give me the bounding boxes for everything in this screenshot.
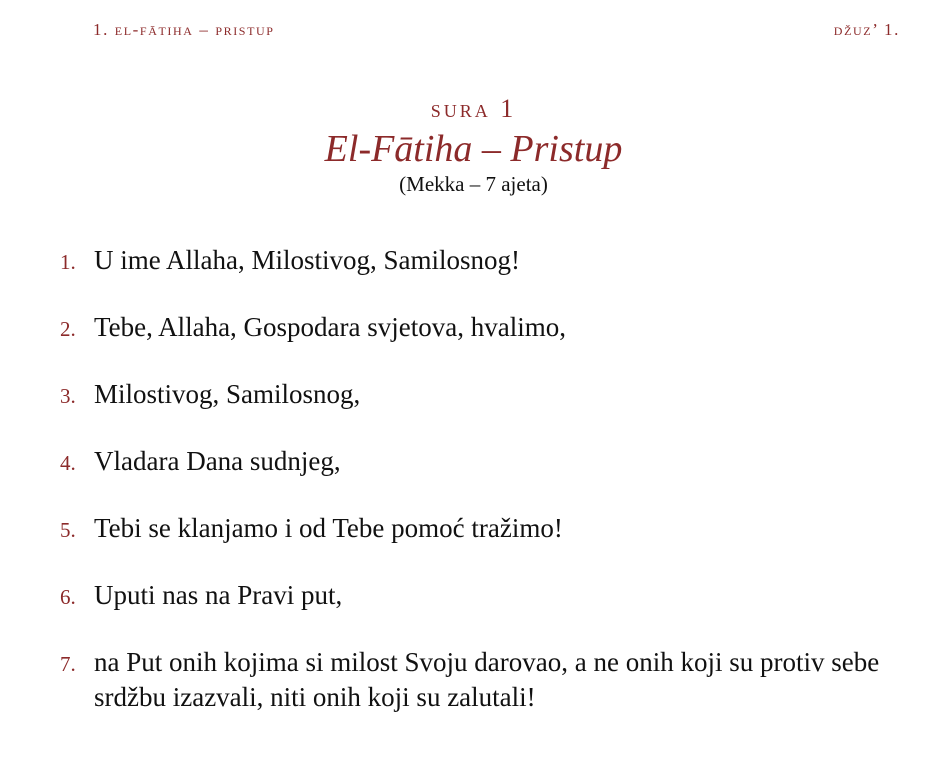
sura-heading: [0, 93, 947, 197]
ayah-5: [60, 511, 905, 546]
ayah-text: Tebe, Allaha, Gospodara svjetova, hvalimo,: [94, 312, 566, 342]
running-head-left: 1. el-fātiha – pristup: [93, 20, 275, 39]
ayah-number: 1.: [60, 250, 76, 274]
ayah-number: 3.: [60, 384, 76, 408]
sura-number: sura 1: [430, 94, 517, 123]
sura-title: El-Fātiha – Pristup: [324, 128, 623, 170]
ayah-number: 5.: [60, 518, 76, 542]
ayah-text: Uputi nas na Pravi put,: [94, 580, 343, 610]
ayah-text: Vladara Dana sudnjeg,: [94, 446, 341, 476]
ayah-3: [60, 377, 905, 412]
ayah-text: Milostivog, Samilosnog,: [94, 379, 361, 409]
ayah-text: na Put onih kojima si milost Svoju darovao, a ne onih koji su protiv sebe srdžbu izazvali, niti onih koji su zalutali!: [94, 647, 880, 712]
ayah-number: 4.: [60, 451, 76, 475]
ayah-6: [60, 578, 905, 613]
ayah-number: 2.: [60, 317, 76, 341]
ayah-4: [60, 444, 905, 479]
ayah-1: [60, 243, 905, 278]
ayah-2: [60, 310, 905, 345]
ayah-number: 6.: [60, 585, 76, 609]
sura-info: (Mekka – 7 ajeta): [399, 172, 548, 196]
running-head-right: džuz’ 1.: [833, 20, 900, 39]
ayah-7: [60, 645, 905, 715]
ayah-number: 7.: [60, 652, 76, 676]
ayah-text: U ime Allaha, Milostivog, Samilosnog!: [94, 245, 520, 275]
ayah-text: Tebi se klanjamo i od Tebe pomoć tražimo!: [94, 513, 563, 543]
